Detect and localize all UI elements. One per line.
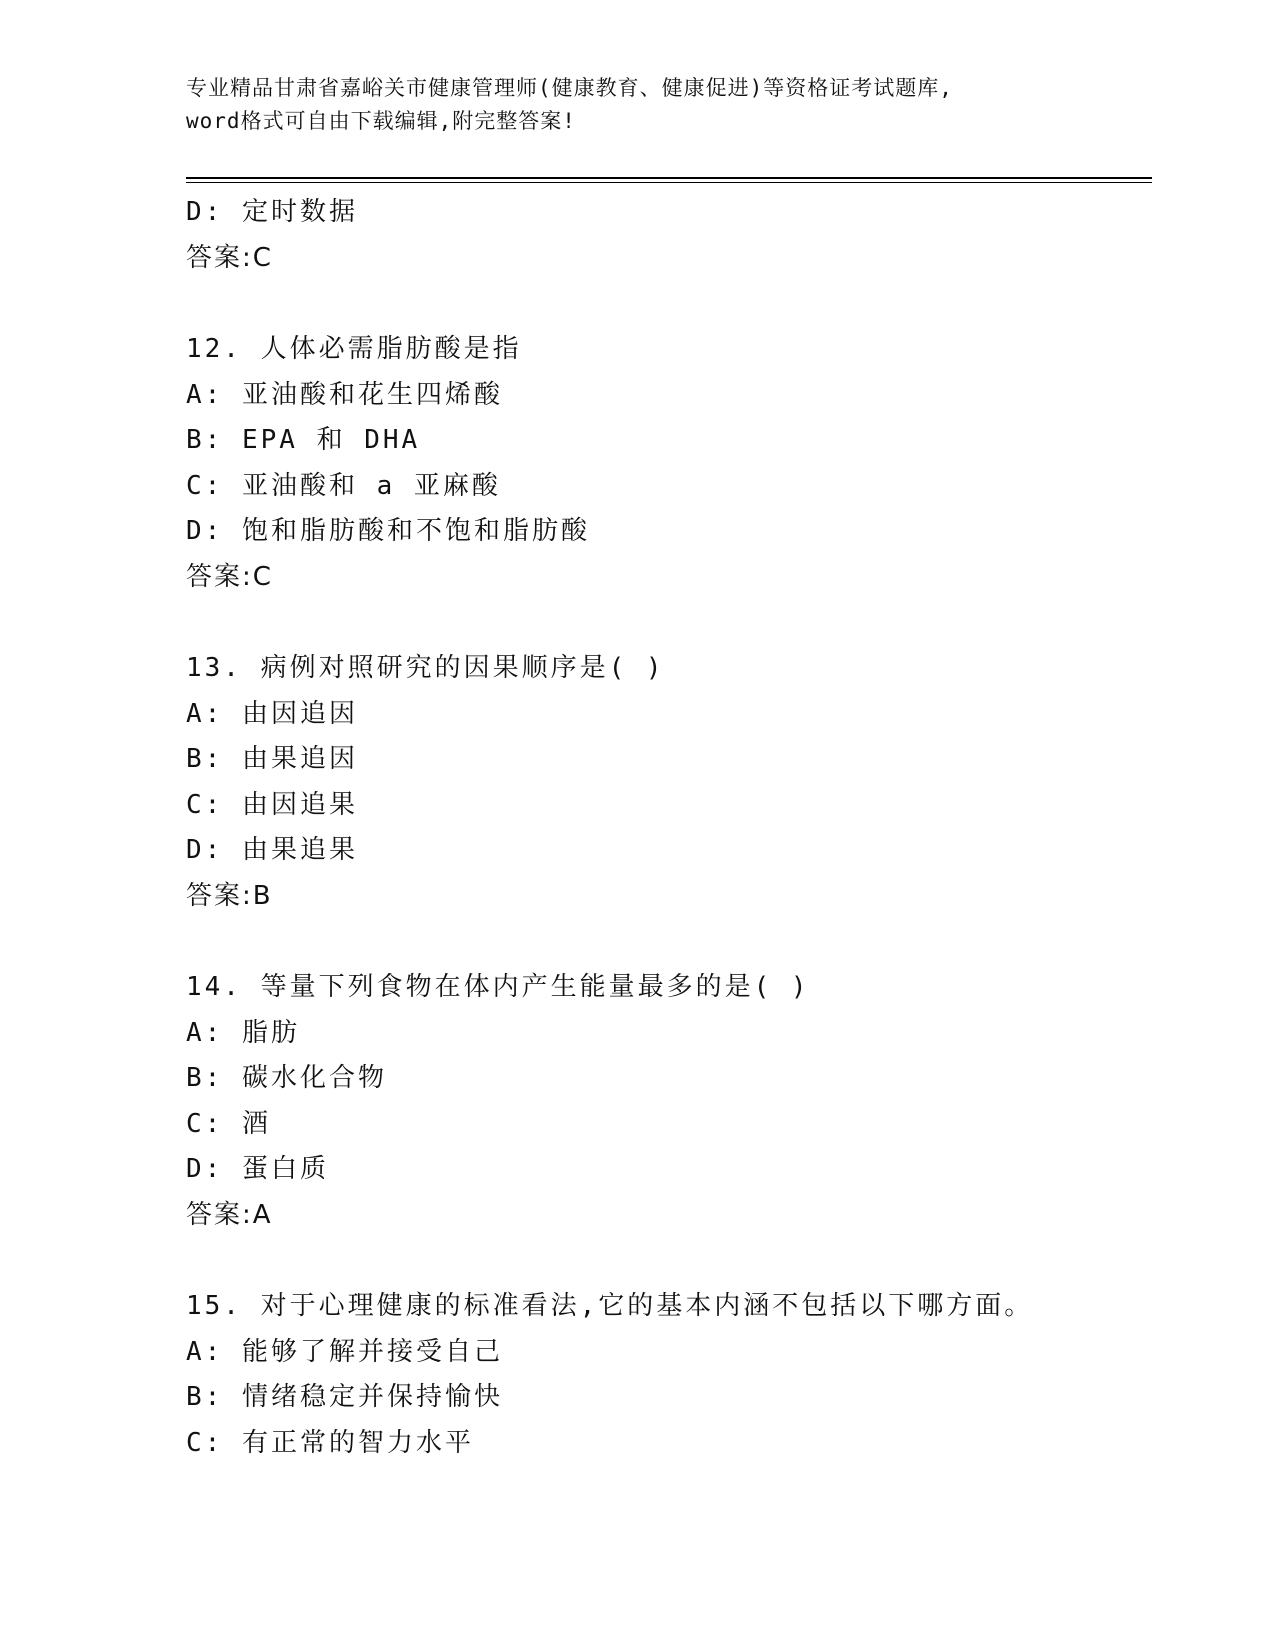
option-line: A: 由因追因	[186, 698, 358, 729]
question-block	[186, 327, 1146, 600]
header-line-2: word格式可自由下载编辑,附完整答案!	[186, 109, 576, 133]
option-line: C: 亚油酸和 a 亚麻酸	[186, 470, 501, 501]
option-line: D: 饱和脂肪酸和不饱和脂肪酸	[186, 516, 590, 546]
question-stem: 13. 病例对照研究的因果顺序是( )	[186, 653, 665, 683]
option-line: D: 由果追果	[186, 835, 358, 865]
option-line: C: 酒	[186, 1108, 271, 1139]
page-header	[186, 72, 1086, 138]
option-line: C: 有正常的智力水平	[186, 1427, 474, 1458]
answer-line: 答案:C	[186, 561, 273, 592]
question-block	[186, 1284, 1146, 1466]
option-line: B: 情绪稳定并保持愉快	[186, 1382, 503, 1412]
option-line: A: 亚油酸和花生四烯酸	[186, 379, 503, 410]
question-block	[186, 190, 1146, 281]
header-line-1: 专业精品甘肃省嘉峪关市健康管理师(健康教育、健康促进)等资格证考试题库,	[186, 76, 953, 100]
option-line: B: 碳水化合物	[186, 1063, 387, 1093]
header-rule-thick	[186, 177, 1152, 179]
answer-line: 答案:B	[186, 880, 273, 911]
option-line: C: 由因追果	[186, 789, 358, 820]
question-stem: 12. 人体必需脂肪酸是指	[186, 334, 522, 364]
answer-line: 答案:A	[186, 1199, 273, 1230]
option-line: B: 由果追因	[186, 744, 358, 774]
option-line: A: 能够了解并接受自己	[186, 1336, 503, 1367]
question-stem: 15. 对于心理健康的标准看法,它的基本内涵不包括以下哪方面。	[186, 1291, 1034, 1321]
option-line: D: 定时数据	[186, 197, 358, 227]
option-line: A: 脂肪	[186, 1017, 300, 1048]
option-line: B: EPA 和 DHA	[186, 425, 421, 455]
question-content	[186, 190, 1146, 1466]
answer-line: 答案:C	[186, 242, 273, 273]
question-stem: 14. 等量下列食物在体内产生能量最多的是( )	[186, 972, 810, 1002]
header-rule-thin	[186, 182, 1152, 183]
question-block	[186, 646, 1146, 919]
option-line: D: 蛋白质	[186, 1154, 329, 1184]
question-block	[186, 965, 1146, 1238]
